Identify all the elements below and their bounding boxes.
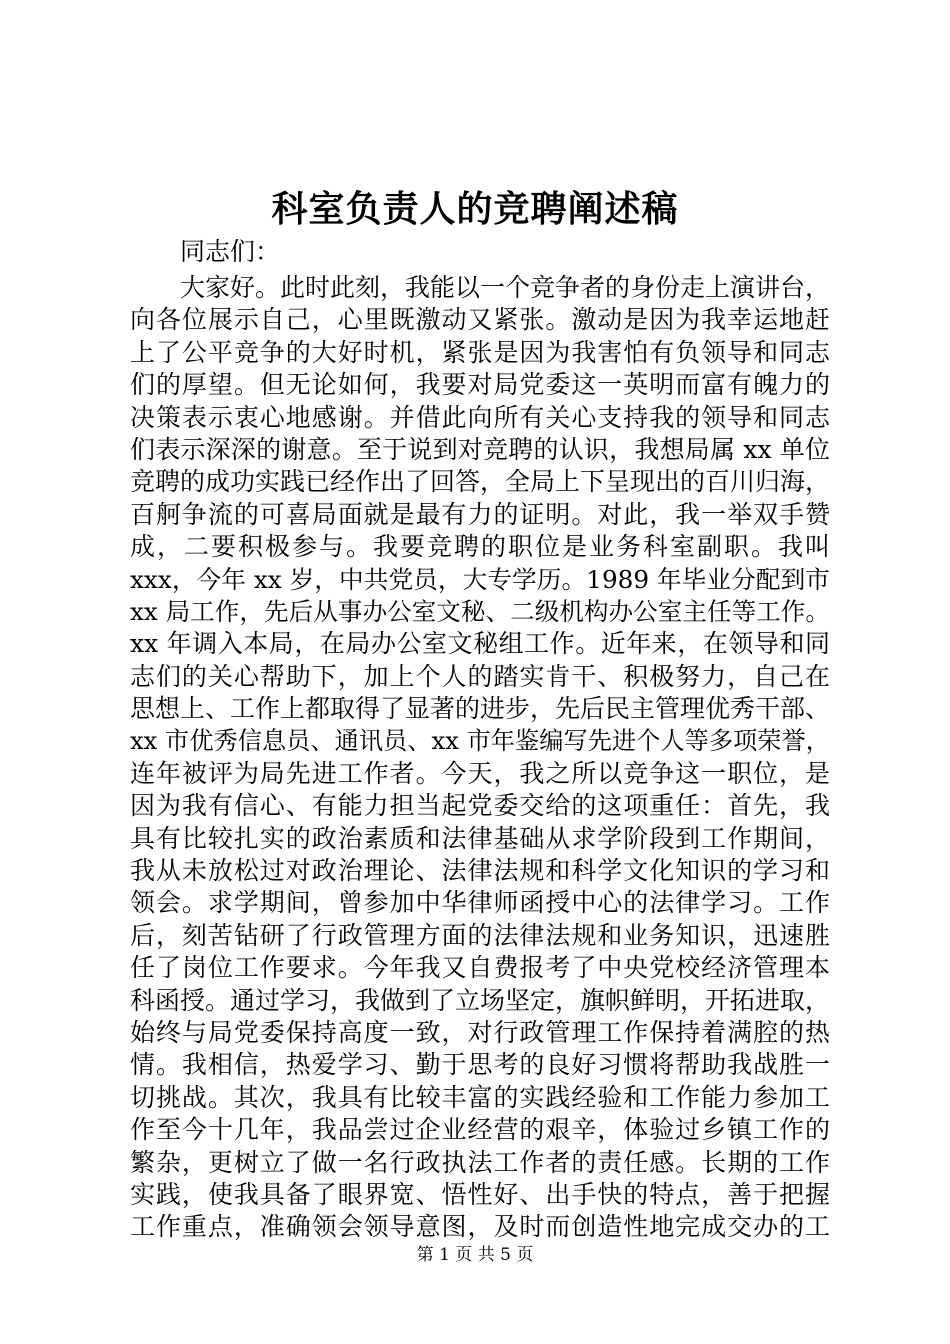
- body-line: 我从未放松过对政治理论、法律法规和科学文化知识的学习和: [130, 856, 830, 886]
- body-line: 后，刻苦钻研了行政管理方面的法律法规和业务知识，迅速胜: [130, 920, 830, 950]
- body-line: xx 市优秀信息员、通讯员、xx 市年鉴编写先进个人等多项荣誉，: [130, 727, 830, 756]
- body-line: 竞聘的成功实践已经作出了回答，全局上下呈现出的百川归海，: [130, 467, 830, 497]
- body-text: [130, 272, 830, 1244]
- body-line: 志们的关心帮助下，加上个人的踏实肯干、积极努力，自己在: [130, 661, 830, 691]
- document-title: 科室负责人的竞聘阐述稿: [271, 188, 679, 230]
- body-line: 大家好。此时此刻，我能以一个竞争者的身份走上演讲台，: [180, 273, 830, 302]
- body-line: xxx，今年 xx 岁，中共党员，大专学历。1989 年毕业分配到市: [130, 564, 830, 594]
- body-line: xx 年调入本局，在局办公室文秘组工作。近年来，在领导和同: [130, 629, 830, 659]
- body-line: 因为我有信心、有能力担当起党委交给的这项重任：首先，我: [130, 791, 830, 821]
- body-line: 具有比较扎实的政治素质和法律基础从求学阶段到工作期间，: [130, 823, 830, 853]
- body-line: 科函授。通过学习，我做到了立场坚定，旗帜鲜明，开拓进取，: [130, 985, 830, 1015]
- body-line: 作至今十几年，我品尝过企业经营的艰辛，体验过乡镇工作的: [130, 1115, 830, 1145]
- body-line: 情。我相信，热爱学习、勤于思考的良好习惯将帮助我战胜一: [130, 1050, 830, 1080]
- body-line: 任了岗位工作要求。今年我又自费报考了中央党校经济管理本: [130, 953, 830, 983]
- body-line: 切挑战。其次，我具有比较丰富的实践经验和工作能力参加工: [130, 1082, 830, 1112]
- body-line: 决策表示衷心地感谢。并借此向所有关心支持我的领导和同志: [130, 402, 830, 432]
- body-line: 成，二要积极参与。我要竞聘的职位是业务科室副职。我叫: [130, 532, 830, 562]
- body-line: 领会。求学期间，曾参加中华律师函授中心的法律学习。工作: [130, 888, 830, 918]
- page-footer: 第 1 页 共 5 页: [416, 1245, 534, 1265]
- body-line: 连年被评为局先进工作者。今天，我之所以竞争这一职位，是: [130, 758, 830, 788]
- body-line: 们的厚望。但无论如何，我要对局党委这一英明而富有魄力的: [130, 370, 830, 400]
- body-line: 们表示深深的谢意。至于说到对竞聘的认识，我想局属 xx 单位: [130, 434, 830, 464]
- body-line: 繁杂，更树立了做一名行政执法工作者的责任感。长期的工作: [130, 1147, 830, 1177]
- body-line: 百舸争流的可喜局面就是最有力的证明。对此，我一举双手赞: [130, 499, 830, 529]
- body-line: 实践，使我具备了眼界宽、悟性好、出手快的特点，善于把握: [130, 1179, 830, 1209]
- body-line: 上了公平竞争的大好时机，紧张是因为我害怕有负领导和同志: [130, 337, 830, 367]
- greeting: 同志们：: [180, 237, 281, 266]
- body-line: xx 局工作，先后从事办公室文秘、二级机构办公室主任等工作。: [130, 596, 830, 626]
- body-line: 始终与局党委保持高度一致，对行政管理工作保持着满腔的热: [130, 1017, 830, 1047]
- body-line: 向各位展示自己，心里既激动又紧张。激动是因为我幸运地赶: [130, 305, 830, 335]
- body-line: 工作重点，准确领会领导意图，及时而创造性地完成交办的工: [130, 1212, 830, 1242]
- body-line: 思想上、工作上都取得了显著的进步，先后民主管理优秀干部、: [130, 694, 830, 724]
